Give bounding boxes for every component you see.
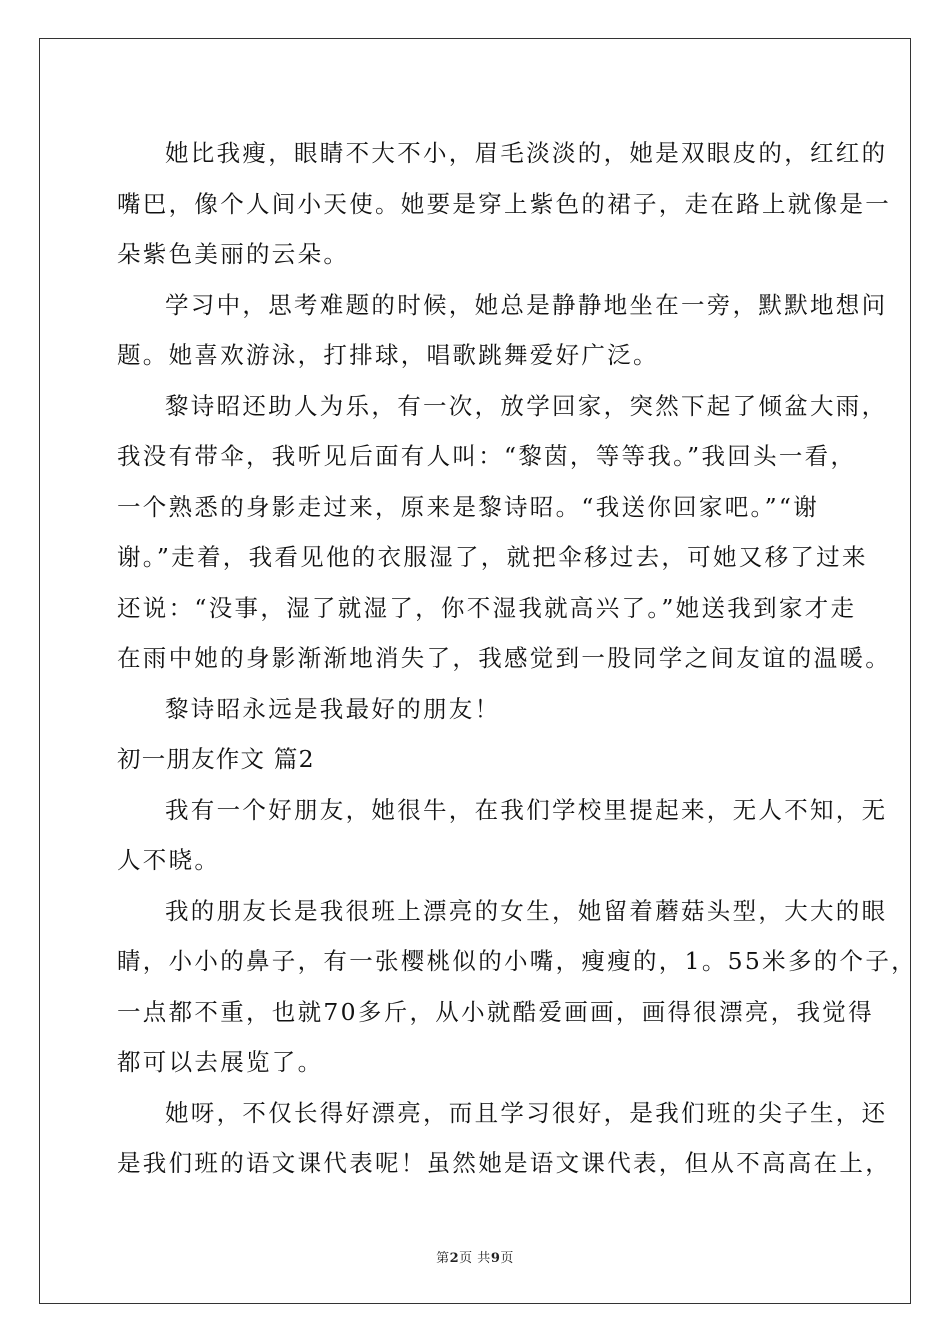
text-line: 谢。”走着，我看见他的衣服湿了，就把伞移过去，可她又移了过来: [117, 543, 868, 571]
text-line: 学习中，思考难题的时候，她总是静静地坐在一旁，默默地想问: [165, 290, 888, 319]
text-line: 还说：“没事，湿了就湿了，你不湿我就高兴了。”她送我到家才走: [117, 593, 857, 622]
paragraph: [117, 1088, 891, 1189]
text-line: 是我们班的语文课代表呢！虽然她是语文课代表，但从不高高在上，: [117, 1149, 891, 1177]
text-line: 都可以去展览了。: [117, 1048, 324, 1076]
text-line: 我没有带伞，我听见后面有人叫：“黎茵，等等我。”我回头一看，: [117, 442, 857, 470]
text-line: 嘴巴，像个人间小天使。她要是穿上紫色的裙子，走在路上就像是一: [117, 189, 891, 218]
section-heading: 初一朋友作文 篇2: [117, 745, 315, 773]
text-line: 她呀，不仅长得好漂亮，而且学习很好，是我们班的尖子生，还: [165, 1098, 888, 1127]
page-footer: [0, 1247, 950, 1266]
text-line: 朵紫色美丽的云朵。: [117, 240, 350, 268]
paragraph: [117, 886, 917, 1088]
text-line: 一点都不重，也就70多斤，从小就酷爱画画，画得很漂亮，我觉得: [117, 997, 874, 1026]
text-line: 我有一个好朋友，她很牛，在我们学校里提起来，无人不知，无: [165, 795, 888, 824]
text-line: 我的朋友长是我很班上漂亮的女生，她留着蘑菇头型，大大的眼: [165, 896, 888, 925]
document-body: [117, 128, 917, 1189]
text-line: 一个熟悉的身影走过来，原来是黎诗昭。“我送你回家吧。”“谢: [117, 492, 819, 521]
text-line: 睛，小小的鼻子，有一张樱桃似的小嘴，瘦瘦的，1。55米多的个子，: [117, 947, 917, 975]
footer-prefix: 第: [436, 1251, 450, 1266]
text-line: 题。她喜欢游泳，打排球，唱歌跳舞爱好广泛。: [117, 341, 659, 369]
text-line: 黎诗昭还助人为乐，有一次，放学回家，突然下起了倾盆大雨，: [165, 391, 888, 420]
text-line: 人不晓。: [117, 846, 221, 874]
paragraph: [117, 381, 891, 684]
footer-suffix: 页: [500, 1251, 514, 1266]
footer-page-number: 2: [449, 1251, 460, 1266]
paragraph: [117, 128, 891, 280]
paragraph: [117, 785, 888, 886]
paragraph: [117, 684, 833, 735]
paragraph: [117, 280, 888, 381]
text-line: 黎诗昭永远是我最好的朋友！: [165, 694, 501, 723]
footer-middle: 页 共: [459, 1251, 491, 1266]
footer-total-pages: 9: [490, 1251, 501, 1266]
text-line: 她比我瘦，眼睛不大不小，眉毛淡淡的，她是双眼皮的，红红的: [165, 139, 888, 167]
text-line: 在雨中她的身影渐渐地消失了，我感觉到一股同学之间友谊的温暖。: [117, 644, 891, 672]
